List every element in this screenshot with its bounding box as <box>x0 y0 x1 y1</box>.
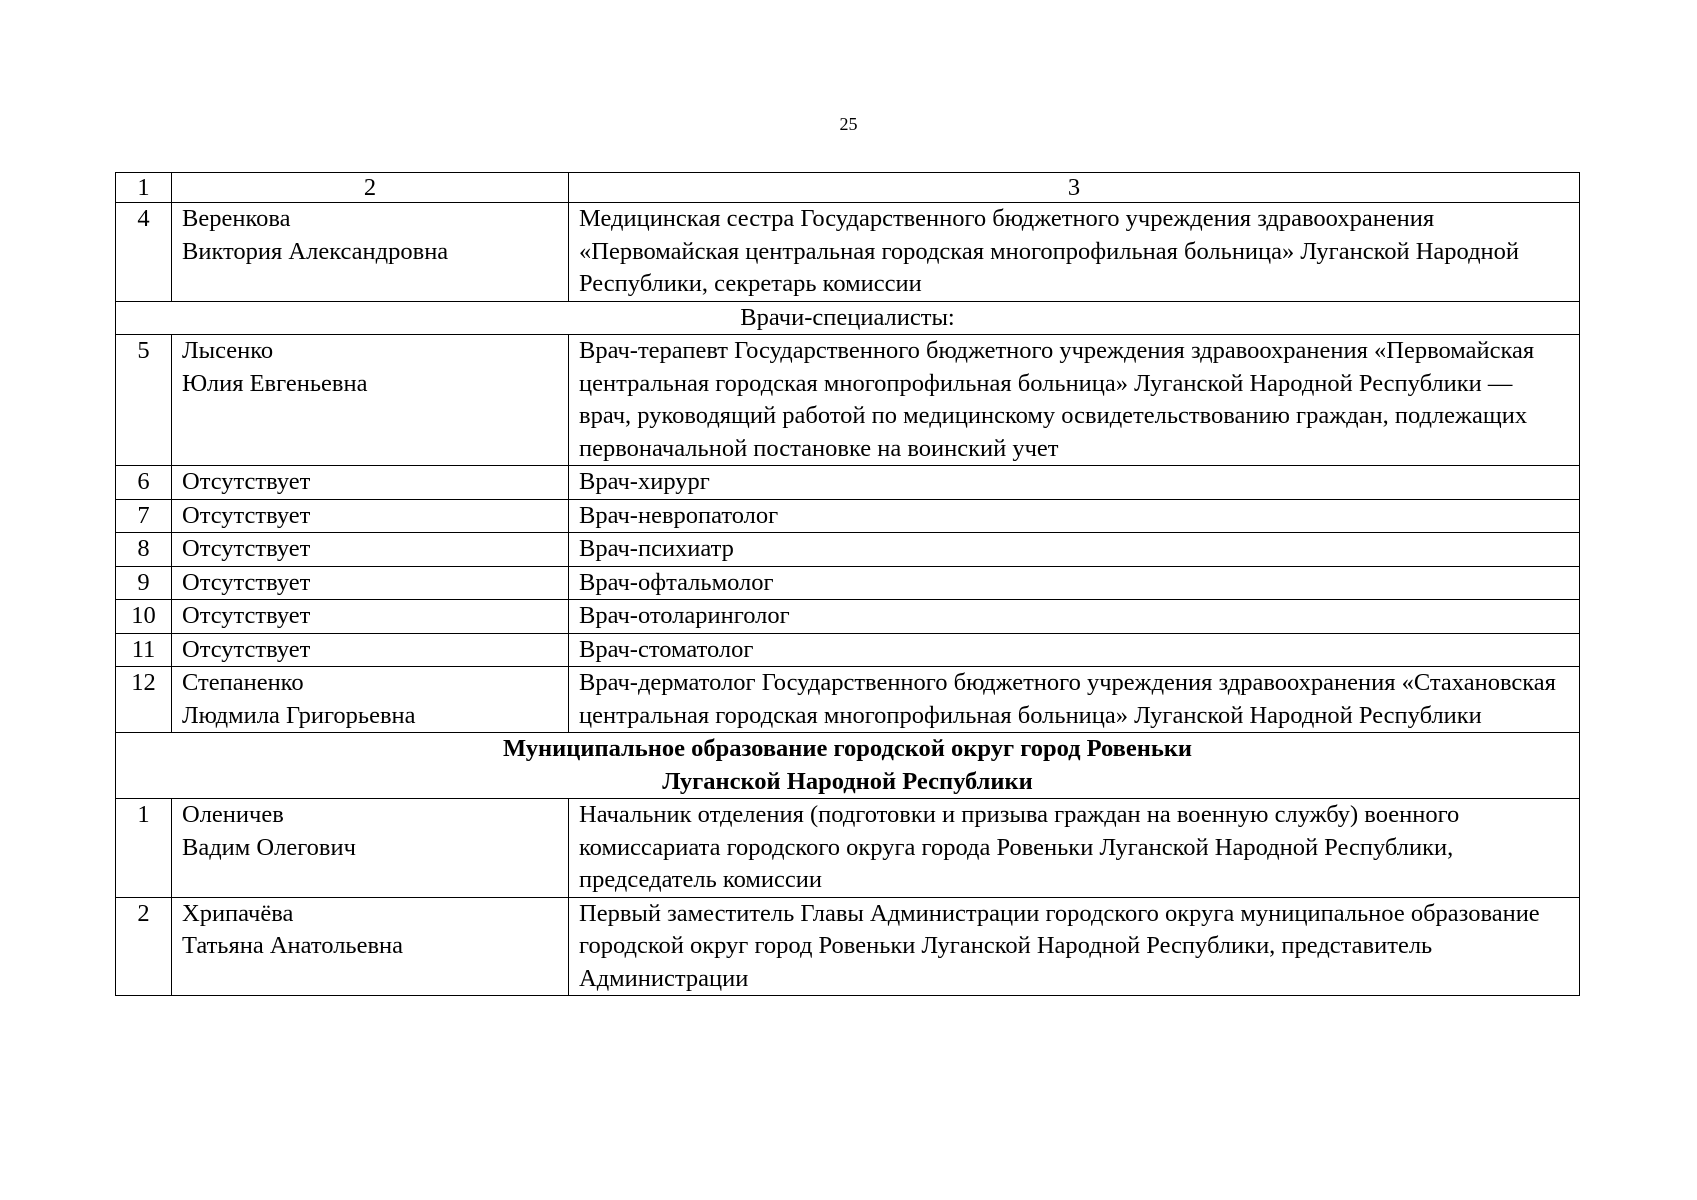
member-position: Врач-офтальмолог <box>569 566 1580 600</box>
row-number: 12 <box>116 667 172 733</box>
member-position: Врач-психиатр <box>569 533 1580 567</box>
member-name: Отсутствует <box>172 533 569 567</box>
row-number: 5 <box>116 335 172 466</box>
table-row <box>116 466 1580 500</box>
member-position: Медицинская сестра Государственного бюджетного учреждения здравоохранения «Первомайская центральная городская многопрофильная больница» Луганской Народной Республики, секретарь комиссии <box>569 203 1580 302</box>
member-position: Врач-стоматолог <box>569 633 1580 667</box>
row-number: 9 <box>116 566 172 600</box>
row-number: 7 <box>116 499 172 533</box>
row-number: 4 <box>116 203 172 302</box>
header-col-1: 1 <box>116 173 172 203</box>
table-row <box>116 533 1580 567</box>
table-body <box>116 203 1580 996</box>
member-name: Лысенко Юлия Евгеньевна <box>172 335 569 466</box>
member-position: Врач-терапевт Государственного бюджетного учреждения здравоохранения «Первомайская центральная городская многопрофильная больница» Луганской Народной Республики — врач, руководящий работой по медицинскому освидетельствованию граждан, подлежащих первоначальной постановке на воинский учет <box>569 335 1580 466</box>
member-name: Степаненко Людмила Григорьевна <box>172 667 569 733</box>
member-name: Оленичев Вадим Олегович <box>172 799 569 898</box>
table-row <box>116 566 1580 600</box>
table-row <box>116 335 1580 466</box>
row-number: 11 <box>116 633 172 667</box>
member-name: Отсутствует <box>172 600 569 634</box>
member-name: Отсутствует <box>172 633 569 667</box>
table-row <box>116 203 1580 302</box>
member-name: Отсутствует <box>172 499 569 533</box>
row-number: 2 <box>116 897 172 996</box>
header-col-2: 2 <box>172 173 569 203</box>
row-number: 8 <box>116 533 172 567</box>
table-row <box>116 499 1580 533</box>
member-position: Врач-дерматолог Государственного бюджетного учреждения здравоохранения «Стахановская центральная городская многопрофильная больница» Луганской Народной Республики <box>569 667 1580 733</box>
member-name: Отсутствует <box>172 466 569 500</box>
member-name: Веренкова Виктория Александровна <box>172 203 569 302</box>
row-number: 6 <box>116 466 172 500</box>
section-row <box>116 301 1580 335</box>
member-name: Отсутствует <box>172 566 569 600</box>
member-position: Врач-хирург <box>569 466 1580 500</box>
section-heading: Врачи-специалисты: <box>116 301 1580 335</box>
table-row <box>116 633 1580 667</box>
member-position: Начальник отделения (подготовки и призыва граждан на военную службу) военного комиссариата городского округа города Ровеньки Луганской Народной Республики, председатель комиссии <box>569 799 1580 898</box>
section-row <box>116 733 1580 799</box>
section-heading: Муниципальное образование городской округ город Ровеньки Луганской Народной Республики <box>116 733 1580 799</box>
table-row <box>116 897 1580 996</box>
commission-table <box>115 172 1580 996</box>
member-name: Хрипачёва Татьяна Анатольевна <box>172 897 569 996</box>
row-number: 1 <box>116 799 172 898</box>
table-row <box>116 667 1580 733</box>
row-number: 10 <box>116 600 172 634</box>
member-position: Первый заместитель Главы Администрации городского округа муниципальное образование городской округ город Ровеньки Луганской Народной Республики, представитель Администрации <box>569 897 1580 996</box>
table-row <box>116 600 1580 634</box>
header-col-3: 3 <box>569 173 1580 203</box>
member-position: Врач-невропатолог <box>569 499 1580 533</box>
page-number: 25 <box>839 114 858 134</box>
member-position: Врач-отоларинголог <box>569 600 1580 634</box>
table-row <box>116 799 1580 898</box>
table-header-row <box>116 173 1580 203</box>
